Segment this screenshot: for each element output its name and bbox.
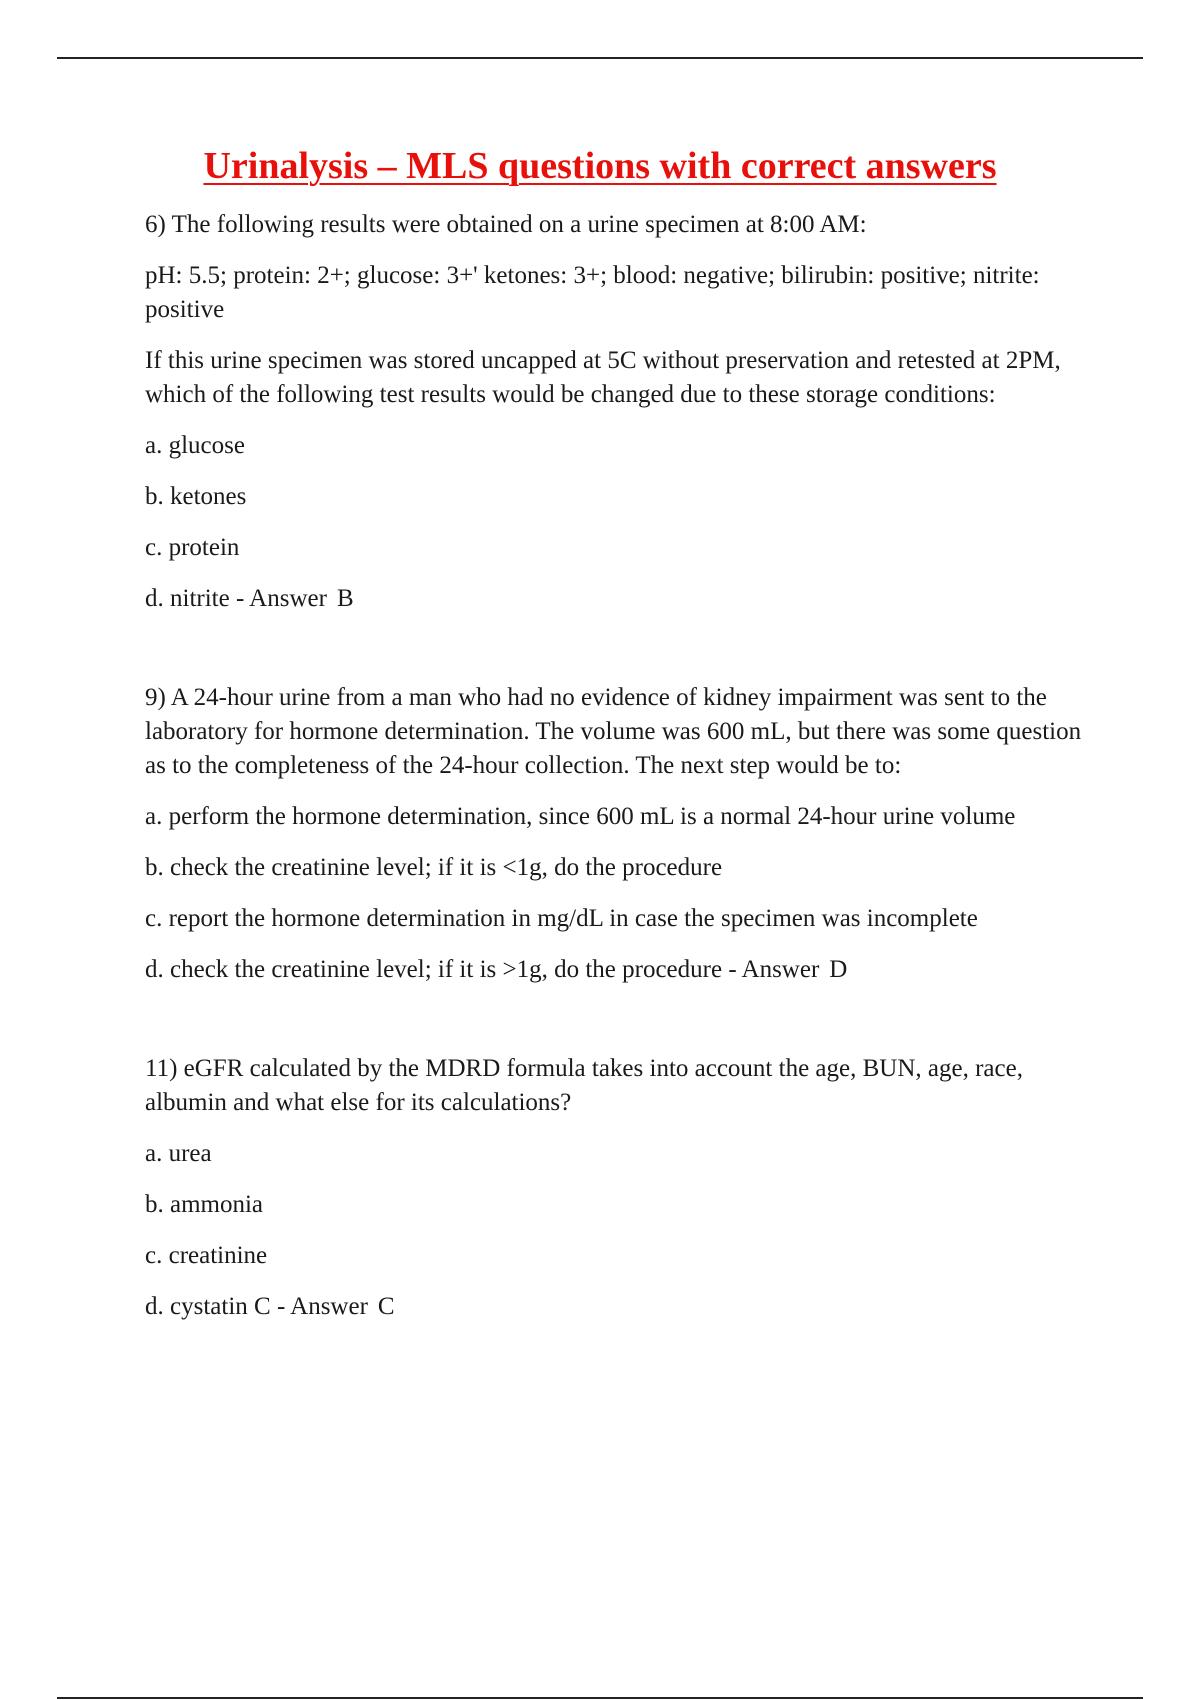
question-block <box>145 681 1100 987</box>
question-spacer <box>145 1004 1100 1052</box>
question-stem-condition: If this urine specimen was stored uncapped at 5C without preservation and retested at 2PM, which of the following test results would be changed due to these storage conditions: <box>145 347 1061 408</box>
answer-option: a. urea <box>145 1140 212 1167</box>
answer-option: b. check the creatinine level; if it is <1g, do the procedure <box>145 854 723 881</box>
answer-option-with-answer <box>145 953 1100 987</box>
top-rule <box>57 57 1143 59</box>
answer-option-text: d. cystatin C <box>145 1293 271 1320</box>
answer-option-with-answer <box>145 1290 1100 1324</box>
correct-answer: B <box>336 585 354 612</box>
document-title: Urinalysis – MLS questions with correct answers <box>203 145 997 187</box>
question-block <box>145 1052 1100 1324</box>
answer-option-text: d. nitrite <box>145 585 230 612</box>
question-stem: 11) eGFR calculated by the MDRD formula takes into account the age, BUN, age, race, albumin and what else for its calculations? <box>145 1055 1023 1116</box>
question-spacer <box>145 633 1100 681</box>
answer-label: - Answer <box>235 585 327 612</box>
answer-option-text: d. check the creatinine level; if it is >1g, do the procedure <box>145 956 723 983</box>
correct-answer: C <box>377 1293 395 1320</box>
question-stem: 9) A 24-hour urine from a man who had no evidence of kidney impairment was sent to the laboratory for hormone determination. The volume was 600 mL, but there was some question as to the completeness of the 24-hour collection. The next step would be to: <box>145 684 1082 779</box>
answer-option: a. glucose <box>145 432 245 459</box>
question-stem: 6) The following results were obtained on a urine specimen at 8:00 AM: <box>145 211 867 238</box>
question-block <box>145 208 1100 616</box>
correct-answer: D <box>829 956 848 983</box>
answer-label: - Answer <box>276 1293 368 1320</box>
answer-option: a. perform the hormone determination, since 600 mL is a normal 24-hour urine volume <box>145 803 1016 830</box>
answer-option: c. report the hormone determination in mg/dL in case the specimen was incomplete <box>145 905 978 932</box>
answer-option: c. creatinine <box>145 1242 268 1269</box>
document-body <box>145 208 1100 1341</box>
answer-label: - Answer <box>728 956 820 983</box>
bottom-rule <box>57 1697 1143 1699</box>
question-stem-results: pH: 5.5; protein: 2+; glucose: 3+' ketones: 3+; blood: negative; bilirubin: positive; nitrite: positive <box>145 262 1040 323</box>
answer-option: b. ammonia <box>145 1191 264 1218</box>
answer-option: b. ketones <box>145 483 247 510</box>
answer-option: c. protein <box>145 534 240 561</box>
answer-option-with-answer <box>145 582 1100 616</box>
